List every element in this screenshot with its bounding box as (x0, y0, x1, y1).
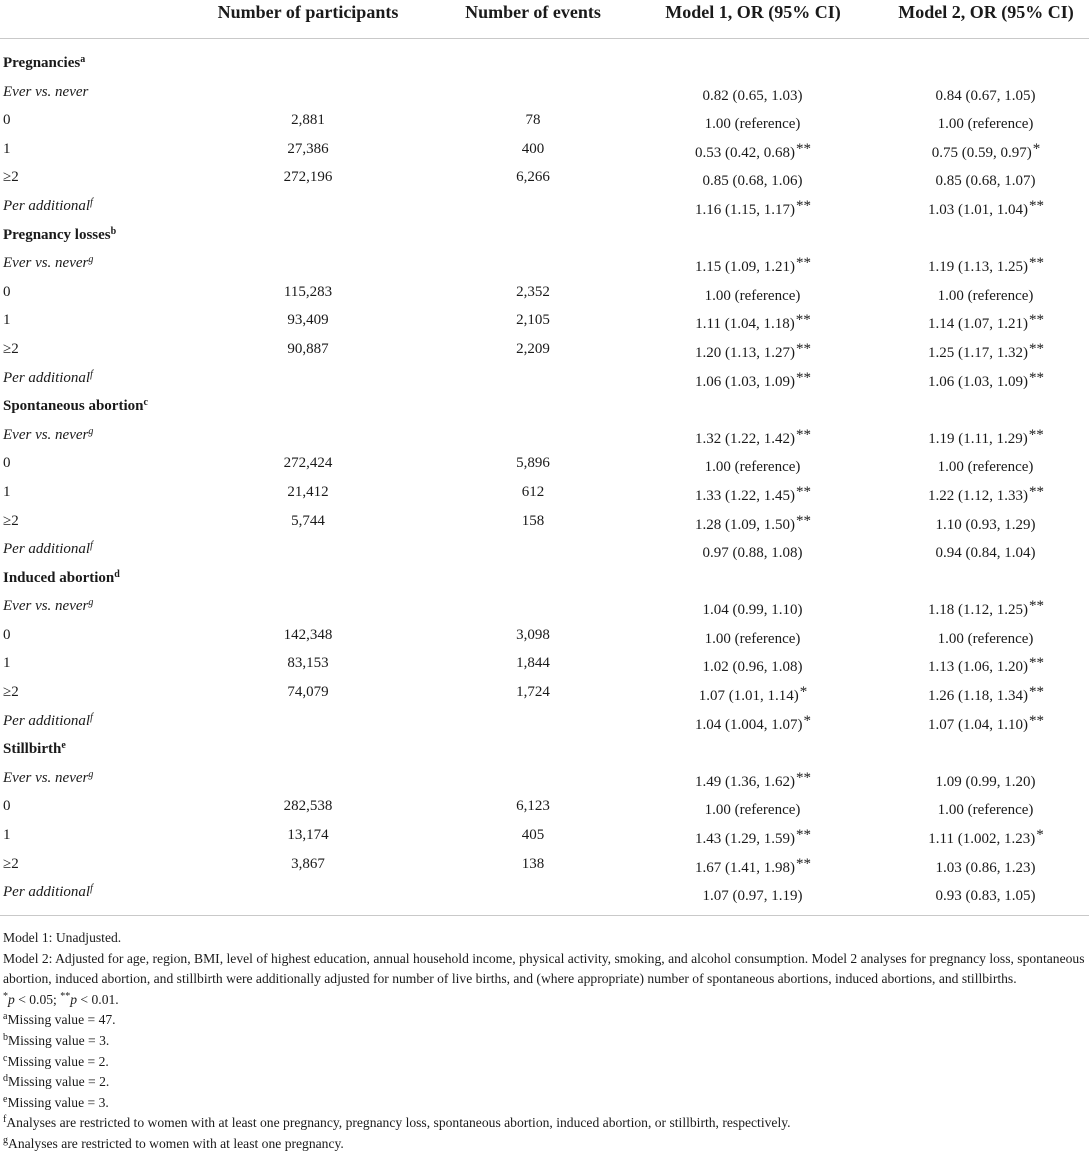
section-header-row (0, 564, 1089, 593)
table-row (0, 335, 1089, 364)
cell-model1: 1.28 (1.09, 1.50)** (695, 512, 811, 533)
cell-participants: 21,412 (287, 483, 329, 500)
cell-model1: 1.43 (1.29, 1.59)** (695, 827, 811, 848)
table-row (0, 535, 1089, 564)
table-row (0, 249, 1089, 278)
footnotes (3, 1010, 1087, 1154)
cell-model1: 1.04 (1.004, 1.07)* (695, 712, 811, 733)
row-label: 0 (3, 455, 11, 472)
cell-model1: 1.00 (reference) (704, 287, 801, 304)
row-label: 1 (3, 827, 11, 844)
table-row (0, 678, 1089, 707)
cell-events: 2,209 (516, 340, 550, 357)
cell-events: 78 (525, 112, 541, 129)
row-label: Ever vs. never (3, 83, 89, 100)
table-row (0, 507, 1089, 536)
cell-model2: 1.14 (1.07, 1.21)** (928, 312, 1044, 333)
footnote: $^c$Missing value = 2. (3, 1052, 109, 1069)
cell-model1: 1.67 (1.41, 1.98)** (695, 855, 811, 876)
row-label: Per additional$^f$ (3, 883, 93, 901)
cell-model2: 1.00 (reference) (937, 459, 1034, 476)
table-row (0, 821, 1089, 850)
cell-participants: 74,079 (287, 684, 329, 701)
cell-model1: 1.07 (0.97, 1.19) (702, 888, 803, 905)
cell-model2: 0.93 (0.83, 1.05) (935, 888, 1036, 905)
section-header-row (0, 735, 1089, 764)
table-row (0, 192, 1089, 221)
cell-participants: 27,386 (287, 140, 329, 157)
cell-model2: 1.00 (reference) (937, 802, 1034, 819)
cell-events: 1,844 (516, 655, 550, 672)
cell-model1: 0.82 (0.65, 1.03) (702, 87, 803, 104)
cell-model1: 1.15 (1.09, 1.21)** (695, 255, 811, 276)
header-events: Number of events (465, 2, 601, 22)
table-row (0, 764, 1089, 793)
cell-participants: 93,409 (287, 312, 329, 329)
cell-model2: 1.03 (0.86, 1.23) (935, 859, 1036, 876)
cell-model1: 1.00 (reference) (704, 116, 801, 133)
cell-model1: 0.97 (0.88, 1.08) (702, 545, 803, 562)
row-label: Ever vs. never$^g$ (3, 768, 94, 786)
section-header-row (0, 392, 1089, 421)
row-label: ≥2 (3, 684, 19, 701)
cell-model1: 0.53 (0.42, 0.68)** (695, 140, 811, 161)
cell-participants: 90,887 (287, 340, 329, 357)
row-label: 0 (3, 283, 11, 300)
cell-model1: 1.00 (reference) (704, 802, 801, 819)
cell-events: 3,098 (516, 626, 550, 643)
header-model1: Model 1, OR (95% CI) (665, 2, 841, 22)
table-row (0, 850, 1089, 879)
table-row (0, 106, 1089, 135)
row-label: 0 (3, 112, 11, 129)
note-model2: Model 2: Adjusted for age, region, BMI, level of highest education, annual household income, physical activity, smoking, and alcohol consumption. Model 2 analyses for pregnancy loss, spontaneous abortion, induced abortion, and stillbirth were additionally adjusted for number of live births, and (where appropriate) number of spontaneous abortions, induced abortions, and stillbirths. (3, 950, 1085, 987)
table-bottom-rule (0, 915, 1089, 916)
cell-model1: 1.00 (reference) (704, 630, 801, 647)
section-header-row (0, 221, 1089, 250)
table-row (0, 163, 1089, 192)
table-row (0, 78, 1089, 107)
cell-model1: 1.20 (1.13, 1.27)** (695, 340, 811, 361)
cell-events: 6,266 (516, 169, 550, 186)
header-model2: Model 2, OR (95% CI) (898, 2, 1074, 22)
row-label: ≥2 (3, 512, 19, 529)
table-row (0, 135, 1089, 164)
cell-model2: 1.07 (1.04, 1.10)** (928, 712, 1044, 733)
row-label: 1 (3, 655, 11, 672)
table-body (0, 49, 1089, 907)
cell-events: 6,123 (516, 798, 550, 815)
section-header-row (0, 49, 1089, 78)
cell-participants: 115,283 (283, 283, 333, 300)
footnote: $^a$Missing value = 47. (3, 1011, 116, 1028)
cell-model1: 1.02 (0.96, 1.08) (702, 659, 803, 676)
cell-participants: 282,538 (283, 798, 333, 815)
cell-model2: 0.85 (0.68, 1.07) (935, 173, 1036, 190)
cell-events: 405 (521, 827, 545, 844)
cell-participants: 5,744 (291, 512, 325, 529)
cell-model2: 1.00 (reference) (937, 630, 1034, 647)
footnote: $^g$Analyses are restricted to women with at least one pregnancy. (3, 1134, 344, 1151)
cell-model1: 1.32 (1.22, 1.42)** (695, 426, 811, 447)
cell-model2: 1.03 (1.01, 1.04)** (928, 197, 1044, 218)
row-label: Ever vs. never$^g$ (3, 425, 94, 443)
row-label: Induced abortion$^d$ (3, 568, 120, 586)
cell-model1: 0.85 (0.68, 1.06) (702, 173, 803, 190)
cell-model1: 1.49 (1.36, 1.62)** (695, 769, 811, 790)
cell-events: 400 (521, 140, 545, 157)
cell-model2: 1.18 (1.12, 1.25)** (928, 598, 1044, 619)
table-row (0, 592, 1089, 621)
cell-model2: 1.10 (0.93, 1.29) (935, 516, 1036, 533)
cell-model1: 1.04 (0.99, 1.10) (702, 602, 803, 619)
cell-events: 5,896 (516, 455, 550, 472)
row-label: Per additional$^f$ (3, 540, 93, 558)
table-row (0, 449, 1089, 478)
row-label: 1 (3, 483, 11, 500)
cell-model2: 1.25 (1.17, 1.32)** (928, 340, 1044, 361)
row-label: Per additional$^f$ (3, 711, 93, 729)
cell-model1: 1.06 (1.03, 1.09)** (695, 369, 811, 390)
cell-model2: 1.11 (1.002, 1.23)* (928, 827, 1044, 848)
row-label: Per additional$^f$ (3, 368, 93, 386)
note-model1: Model 1: Unadjusted. (3, 930, 122, 945)
cell-model2: 1.19 (1.13, 1.25)** (928, 255, 1044, 276)
table-row (0, 306, 1089, 335)
cell-model1: 1.07 (1.01, 1.14)* (698, 684, 808, 705)
header-participants: Number of participants (217, 2, 399, 22)
row-label: Ever vs. never$^g$ (3, 254, 94, 272)
row-label: Pregnancies$^a$ (3, 54, 86, 71)
cell-model2: 1.06 (1.03, 1.09)** (928, 369, 1044, 390)
cell-model2: 0.75 (0.59, 0.97)* (931, 140, 1041, 161)
table-row (0, 621, 1089, 650)
row-label: ≥2 (3, 340, 19, 357)
cell-model2: 1.00 (reference) (937, 116, 1034, 133)
cell-model1: 1.16 (1.15, 1.17)** (695, 197, 811, 218)
cell-model2: 1.09 (0.99, 1.20) (935, 773, 1036, 790)
table-notes (3, 928, 1087, 1155)
table-row (0, 792, 1089, 821)
cell-events: 158 (521, 512, 545, 529)
cell-model2: 1.00 (reference) (937, 287, 1034, 304)
cell-events: 2,352 (516, 283, 550, 300)
cell-participants: 3,867 (291, 855, 325, 872)
footnote: $^e$Missing value = 3. (3, 1093, 109, 1110)
cell-participants: 13,174 (287, 827, 329, 844)
cell-model2: 1.26 (1.18, 1.34)** (928, 684, 1044, 705)
footnote: $^b$Missing value = 3. (3, 1031, 110, 1048)
cell-events: 612 (521, 483, 545, 500)
cell-model1: 1.00 (reference) (704, 459, 801, 476)
cell-events: 2,105 (516, 312, 550, 329)
row-label: Spontaneous abortion$^c$ (3, 397, 148, 415)
row-label: 0 (3, 626, 11, 643)
table-row (0, 649, 1089, 678)
table-row (0, 364, 1089, 393)
table-row (0, 878, 1089, 907)
row-label: ≥2 (3, 169, 19, 186)
cell-events: 1,724 (516, 684, 550, 701)
cell-participants: 142,348 (283, 626, 333, 643)
row-label: Per additional$^f$ (3, 196, 93, 214)
footnote: $^d$Missing value = 2. (3, 1073, 110, 1090)
row-label: ≥2 (3, 855, 19, 872)
row-label: 1 (3, 140, 11, 157)
cell-participants: 83,153 (287, 655, 329, 672)
row-label: Stillbirth$^e$ (3, 740, 66, 758)
note-significance: *p < 0.05; **p < 0.01. (3, 990, 119, 1007)
row-label: Ever vs. never$^g$ (3, 597, 94, 615)
footnote: $^f$Analyses are restricted to women with at least one pregnancy, pregnancy loss, spontaneous abortion, induced abortion, or stillbirth, respectively. (3, 1114, 791, 1131)
cell-participants: 2,881 (291, 112, 325, 129)
table-row (0, 478, 1089, 507)
cell-model2: 1.19 (1.11, 1.29)** (928, 426, 1044, 447)
row-label: Pregnancy losses$^b$ (3, 225, 117, 243)
cell-events: 138 (521, 855, 545, 872)
table-header (0, 0, 1089, 39)
cell-participants: 272,424 (283, 455, 333, 472)
table-row (0, 278, 1089, 307)
cell-participants: 272,196 (283, 169, 333, 186)
cell-model1: 1.33 (1.22, 1.45)** (695, 483, 811, 504)
table-row (0, 421, 1089, 450)
cell-model2: 0.94 (0.84, 1.04) (935, 545, 1036, 562)
cell-model2: 0.84 (0.67, 1.05) (935, 87, 1036, 104)
cell-model1: 1.11 (1.04, 1.18)** (695, 312, 811, 333)
table-row (0, 707, 1089, 736)
cell-model2: 1.13 (1.06, 1.20)** (928, 655, 1044, 676)
cell-model2: 1.22 (1.12, 1.33)** (928, 483, 1044, 504)
row-label: 1 (3, 312, 11, 329)
row-label: 0 (3, 798, 11, 815)
